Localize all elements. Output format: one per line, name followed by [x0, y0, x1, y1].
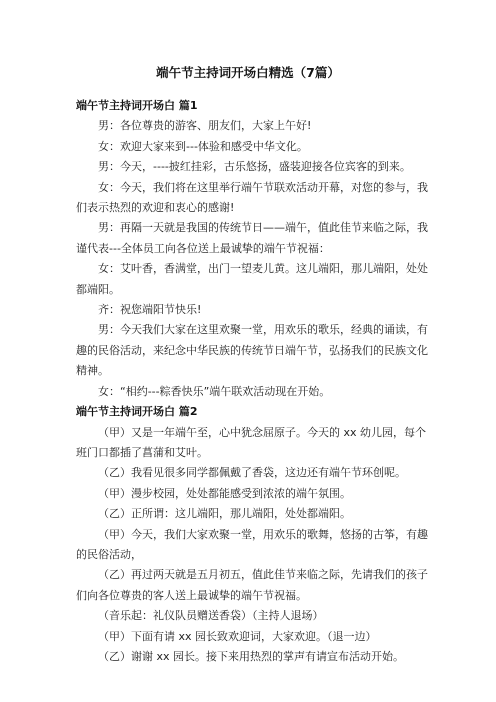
paragraph: 女：艾叶香，香满堂，出门一望麦儿黄。这儿端阳，那儿端阳，处处都端阳。 [76, 262, 428, 296]
paragraph: 男：今天我们大家在这里欢聚一堂，用欢乐的歌乐，经典的诵读，有趣的民俗活动，来纪念中华民族的传统节日端午节，弘扬我们的民族文化精神。 [76, 323, 428, 378]
paragraph: 女：今天，我们将在这里举行端午节联欢活动开幕，对您的参与，我们表示热烈的欢迎和衷心的感谢! [76, 180, 428, 215]
paragraph: （甲）今天，我们大家欢聚一堂，用欢乐的歌舞，悠扬的古筝，有趣的民俗活动， [76, 527, 428, 561]
paragraph: 男：今天，----披红挂彩，古乐悠扬，盛装迎接各位宾客的到来。 [98, 160, 411, 174]
paragraph: （甲）下面有请 xx 园长致欢迎词，大家欢迎。（退一边） [98, 629, 377, 643]
paragraph: （甲）又是一年端午至，心中犹念屈原子。今天的 xx 幼儿园，每个班门口都插了菖蒲和艾叶。 [76, 425, 427, 459]
document-title: 端午节主持词开场白精选（7篇） [156, 65, 340, 80]
paragraph: （音乐起：礼仪队员赠送香袋）（主持人退场） [98, 609, 324, 623]
paragraph: 女：欢迎大家来到---体验和感受中华文化。 [98, 139, 308, 153]
paragraph: （乙）谢谢 xx 园长。接下来用热烈的掌声有请宣布活动开始。 [98, 649, 405, 663]
paragraph: （乙）我看见很多同学都佩戴了香袋，这边还有端午节环创呢。 [98, 466, 406, 480]
paragraph: （乙）再过两天就是五月初五，值此佳节来临之际，先请我们的孩子们向各位尊贵的客人送上最诚挚的端午节祝福。 [76, 568, 428, 602]
paragraph: （甲）漫步校园，处处都能感受到浓浓的端午氛围。 [98, 486, 351, 500]
paragraph: 齐：祝您端阳节快乐! [98, 303, 202, 317]
paragraph: （乙）正所谓：这儿端阳，那儿端阳，处处都端阳。 [98, 507, 351, 521]
section-heading: 端午节主持词开场白 篇2 [76, 405, 198, 419]
paragraph: 男：各位尊贵的游客、朋友们，大家上午好! [98, 119, 312, 133]
paragraph: 女：“相约---粽香快乐”端午联欢活动现在开始。 [98, 384, 331, 398]
paragraph: 男：再隔一天就是我国的传统节日——端午，值此佳节来临之际，我谨代表---全体员工向各位送上最诚挚的端午节祝福： [76, 221, 428, 255]
document-body [76, 96, 436, 667]
section-heading: 端午节主持词开场白 篇1 [76, 99, 198, 112]
